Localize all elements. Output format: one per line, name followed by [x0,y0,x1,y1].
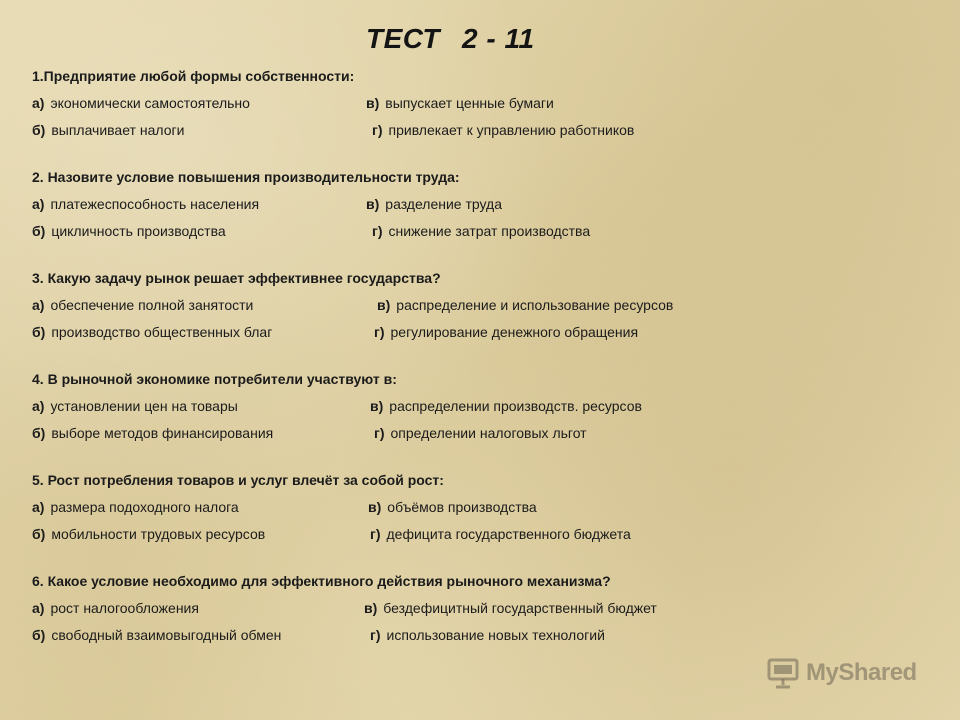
answer-letter: а) [32,95,45,111]
answer-letter: г) [370,526,381,542]
watermark-text: MyShared [806,659,917,686]
answer-row [32,296,892,315]
answer-letter: б) [32,425,46,441]
answer-letter: б) [32,526,46,542]
question-text: 6. Какое условие необходимо для эффективного действия рыночного механизма? [32,573,611,589]
answer-letter: б) [32,627,46,643]
answer-v[interactable] [364,599,657,618]
page-title [366,23,535,55]
question-1 [32,66,892,140]
answer-text: снижение затрат производства [388,223,591,239]
answer-text: рост налогообложения [50,600,199,616]
answer-g[interactable] [370,626,605,645]
question-2 [32,167,892,241]
answer-row [32,94,892,113]
answer-text: обеспечение полной занятости [50,297,254,313]
answer-v[interactable] [366,94,554,113]
presentation-board-icon [766,656,800,690]
answer-b[interactable] [32,424,273,443]
answer-letter: в) [366,95,380,111]
answer-text: выплачивает налоги [51,122,185,138]
answer-v[interactable] [377,296,673,315]
question-text: 4. В рыночной экономике потребители участвуют в: [32,371,397,387]
question-text: 2. Назовите условие повышения производительности труда: [32,169,460,185]
answer-letter: г) [372,122,383,138]
answer-text: производство общественных благ [51,324,273,340]
answer-a[interactable] [32,296,253,315]
answer-text: привлекает к управлению работников [388,122,635,138]
answer-a[interactable] [32,94,250,113]
answer-text: свободный взаимовыгодный обмен [51,627,282,643]
answer-letter: а) [32,499,45,515]
answer-letter: г) [374,324,385,340]
answer-text: выпускает ценные бумаги [385,95,554,111]
answer-row [32,498,892,517]
answer-v[interactable] [370,397,642,416]
answer-letter: а) [32,196,45,212]
answer-text: использование новых технологий [386,627,605,643]
question-text: 3. Какую задачу рынок решает эффективнее государства? [32,270,441,286]
quiz [32,66,892,672]
title-word: ТЕСТ [366,23,441,54]
answer-v[interactable] [368,498,537,517]
question-4 [32,369,892,443]
answer-text: разделение труда [385,196,503,212]
answer-text: бездефицитный государственный бюджет [383,600,657,616]
answer-text: регулирование денежного обращения [390,324,639,340]
answer-letter: б) [32,324,46,340]
title-number: 2 - 11 [462,23,535,54]
answer-v[interactable] [366,195,502,214]
answer-g[interactable] [374,424,587,443]
question-5 [32,470,892,544]
answer-text: определении налоговых льгот [390,425,587,441]
answer-g[interactable] [372,222,590,241]
answer-text: экономически самостоятельно [50,95,250,111]
answer-letter: в) [366,196,380,212]
answer-letter: г) [370,627,381,643]
question-text: 5. Рост потребления товаров и услуг влечёт за собой рост: [32,472,444,488]
answer-b[interactable] [32,323,272,342]
question-6 [32,571,892,645]
answer-a[interactable] [32,498,239,517]
answer-text: выборе методов финансирования [51,425,274,441]
answer-row [32,525,892,544]
answer-a[interactable] [32,397,238,416]
answer-text: размера подоходного налога [50,499,239,515]
answer-text: объёмов производства [387,499,537,515]
answer-letter: а) [32,398,45,414]
answer-row [32,424,892,443]
answer-row [32,222,892,241]
answer-b[interactable] [32,121,184,140]
answer-text: цикличность производства [51,223,226,239]
answer-letter: в) [377,297,391,313]
answer-g[interactable] [372,121,634,140]
answer-letter: в) [368,499,382,515]
answer-text: распределении производств. ресурсов [389,398,642,414]
answer-text: платежеспособность населения [50,196,260,212]
answer-b[interactable] [32,626,281,645]
answer-b[interactable] [32,525,265,544]
answer-row [32,323,892,342]
question-3 [32,268,892,342]
answer-letter: г) [372,223,383,239]
answer-g[interactable] [370,525,631,544]
answer-letter: г) [374,425,385,441]
answer-row [32,397,892,416]
answer-letter: а) [32,297,45,313]
answer-letter: в) [370,398,384,414]
answer-a[interactable] [32,599,199,618]
answer-text: мобильности трудовых ресурсов [51,526,266,542]
answer-a[interactable] [32,195,259,214]
answer-text: распределение и использование ресурсов [396,297,674,313]
answer-g[interactable] [374,323,638,342]
answer-row [32,599,892,618]
watermark[interactable] [766,656,917,690]
answer-b[interactable] [32,222,226,241]
answer-text: установлении цен на товары [50,398,238,414]
answer-letter: б) [32,122,46,138]
answer-row [32,626,892,645]
answer-row [32,121,892,140]
answer-letter: в) [364,600,378,616]
question-text: 1.Предприятие любой формы собственности: [32,68,355,84]
answer-text: дефицита государственного бюджета [386,526,631,542]
answer-row [32,195,892,214]
answer-letter: б) [32,223,46,239]
answer-letter: а) [32,600,45,616]
